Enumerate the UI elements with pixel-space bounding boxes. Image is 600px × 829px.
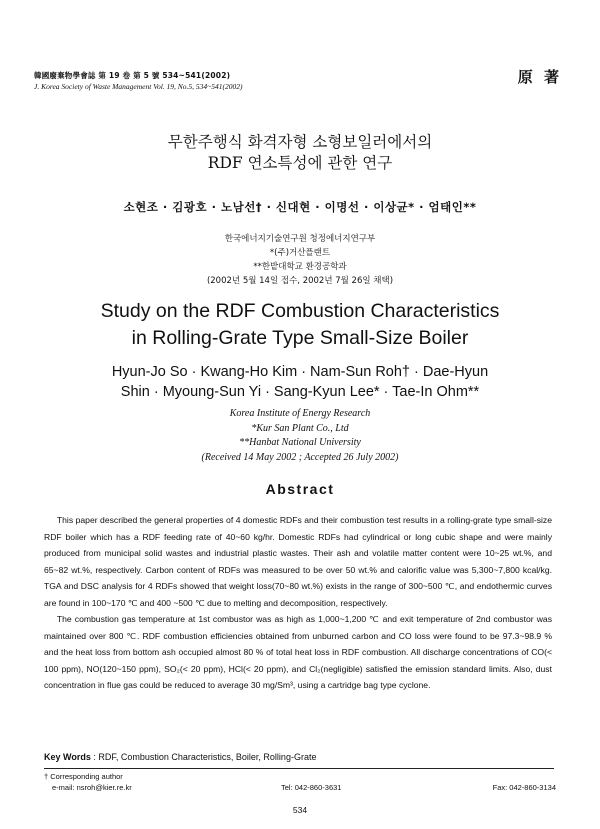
title-english — [0, 298, 600, 352]
abstract-paragraph-2: The combustion gas temperature at 1st combustor was as high as 1,000~1,200 ℃ and exit temperature of 2nd combustor was maintained over 800 ℃. RDF combustion efficiencies obtained from unburned carbon and CO loss were found to be 97.3~98.9 % and the heat loss from bottom ash occupied almost 80 % of total heat loss in RDF combustion. All discharge concentrations of CO(< 100 ppm), NO(120~150 ppm), SO₂(< 20 ppm), HCl(< 20 ppm), and Cl₂(negligible) satisfied the emission standard limits. Also, dust concentration in flue gas could be reduced to average 30 mg/Sm³, using a cartridge bag type cyclone. — [44, 614, 552, 690]
affiliation-ko-1: 한국에너지기술연구원 청정에너지연구부 — [224, 234, 376, 244]
keywords — [44, 752, 316, 762]
affiliation-en-3: **Hanbat National University — [239, 437, 361, 448]
article-type-badge: 原 著 — [517, 68, 562, 86]
affiliation-en-1: Korea Institute of Energy Research — [229, 408, 371, 419]
keywords-label: Key Words — [44, 752, 91, 762]
corresponding-email: e-mail: nsroh@kier.re.kr — [52, 783, 132, 792]
received-date-english: (Received 14 May 2002 ; Accepted 26 July 2002) — [201, 451, 399, 463]
journal-citation-english: J. Korea Society of Waste Management Vol. 19, No.5, 534~541(2002) — [34, 82, 243, 91]
authors-english-line2: Shin · Myoung-Sun Yi · Sang-Kyun Lee* · Tae-In Ohm** — [120, 384, 480, 400]
received-date-korean: (2002년 5월 14일 접수, 2002년 7월 26일 채택) — [206, 276, 394, 286]
affiliation-en-2: *Kur San Plant Co., Ltd — [251, 422, 349, 434]
abstract-heading: Abstract — [265, 481, 335, 497]
journal-citation-korean: 韓國廢棄物學會誌 第 19 卷 第 5 號 534~541(2002) — [34, 71, 231, 80]
affiliations-korean — [0, 232, 600, 288]
title-english-line2: in Rolling-Grate Type Small-Size Boiler — [131, 327, 469, 349]
abstract-paragraph-1: This paper described the general properties of 4 domestic RDFs and their combustion test results in a rolling-grate type small-size RDF boiler which has a RDF feeding rate of 40~60 kg/hr. Domestic RDFs had cylindrical or long cubic shape and were mainly produced from municipal solid wastes and industrial plastic wastes. Their ash and volatile matter content were 10~25 wt.%, and 65~82 wt.%, respectively. Carbon content of RDFs was measured to be over 50 wt.% and calorific value was 5,300~7,800 kcal/kg. TGA and DSC analysis for 4 RDFs showed that weight loss(70~80 wt.%) exists in the range of 300~500 ℃, and endothermic curves are found in 100~170 ℃ and 400 ~500 ℃ due to melting and decomposition, respectively. — [44, 515, 552, 608]
footnote-divider — [44, 768, 554, 769]
abstract-body — [44, 512, 552, 694]
title-english-line1: Study on the RDF Combustion Characteristics — [100, 300, 500, 322]
authors-english-line1: Hyun-Jo So · Kwang-Ho Kim · Nam-Sun Roh† · Dae-Hyun — [111, 364, 489, 380]
corresponding-tel: Tel: 042-860-3631 — [281, 783, 342, 792]
page-number: 534 — [292, 805, 308, 815]
corresponding-author-note: † Corresponding author — [44, 772, 123, 781]
authors-korean: 소현조 · 김광호 · 노남선† · 신대현 · 이명선 · 이상균* · 엄태인** — [123, 200, 477, 214]
title-korean-line1: 무한주행식 화격자형 소형보일러에서의 — [167, 133, 433, 151]
keywords-text: : RDF, Combustion Characteristics, Boiler, Rolling-Grate — [93, 752, 317, 762]
title-korean-line2: RDF 연소특성에 관한 연구 — [207, 154, 393, 172]
authors-english — [0, 362, 600, 402]
title-korean — [0, 132, 600, 174]
affiliation-ko-2: *(주)거산플랜트 — [269, 248, 331, 258]
corresponding-fax: Fax: 042-860-3134 — [492, 783, 556, 792]
affiliation-ko-3: **한밭대학교 환경공학과 — [253, 262, 347, 272]
affiliations-english — [0, 407, 600, 465]
